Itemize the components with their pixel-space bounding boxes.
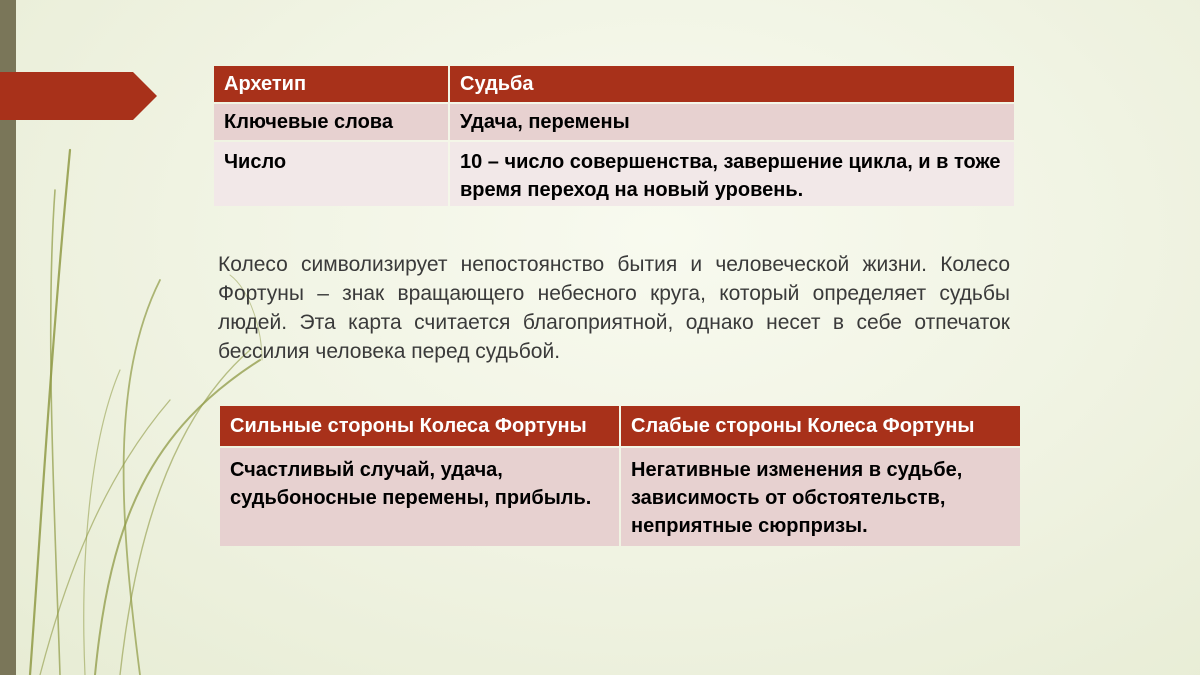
weaknesses-header: Слабые стороны Колеса Фортуны (621, 406, 1020, 446)
table-row (214, 104, 1014, 140)
archetype-value: Судьба (450, 66, 1014, 102)
strengths-weaknesses-table (218, 404, 1022, 548)
strengths-header: Сильные стороны Колеса Фортуны (220, 406, 619, 446)
number-value: 10 – число совершенства, завершение цикла, и в тоже время переход на новый уровень. (450, 142, 1014, 206)
table-row (214, 66, 1014, 102)
keywords-label: Ключевые слова (214, 104, 448, 140)
table-row (214, 142, 1014, 206)
strengths-cell: Счастливый случай, удача, судьбоносные перемены, прибыль. (220, 448, 619, 546)
weaknesses-cell: Негативные изменения в судьбе, зависимость от обстоятельств, неприятные сюрпризы. (621, 448, 1020, 546)
description-paragraph: Колесо символизирует непостоянство бытия и человеческой жизни. Колесо Фортуны – знак вращающего небесного круга, который определяет судьбы людей. Эта карта считается благоприятной, однако несет в себе отпечаток бессилия человека перед судьбой. (218, 253, 1010, 363)
table-row (220, 406, 1020, 446)
archetype-label: Архетип (214, 66, 448, 102)
table-row (220, 448, 1020, 546)
title-arrow-shape (0, 72, 157, 120)
archetype-table (212, 64, 1016, 208)
number-label: Число (214, 142, 448, 206)
keywords-value: Удача, перемены (450, 104, 1014, 140)
